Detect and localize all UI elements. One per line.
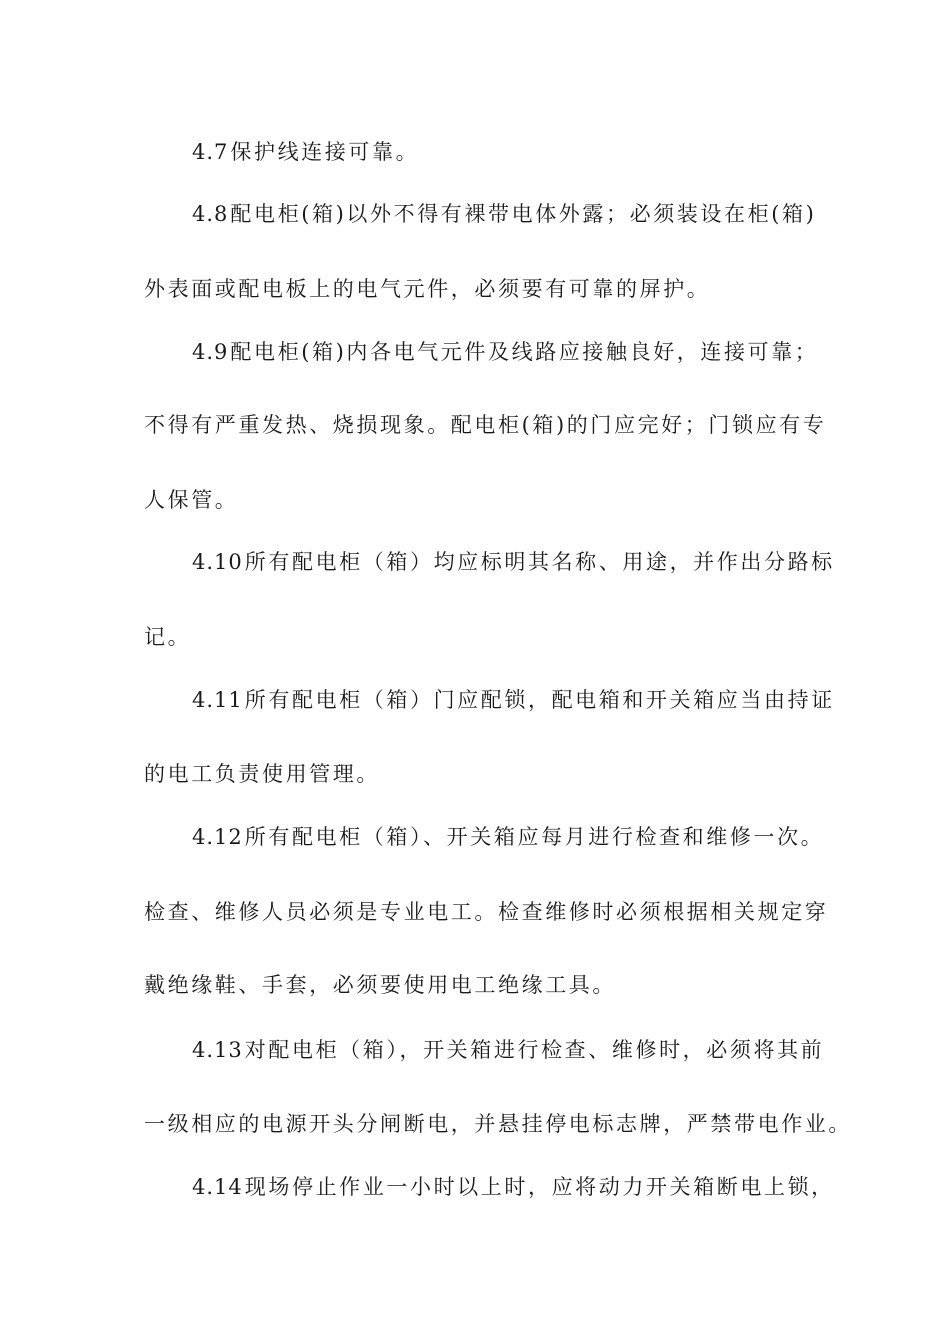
clause-text: 配电柜(箱)以外不得有裸带电体外露；必须装设在柜(箱) [230,202,817,226]
clause-text: 不得有严重发热、烧损现象。配电柜(箱)的门应完好；门锁应有专 [144,413,827,437]
clause-text: 所有配电柜（箱）门应配锁，配电箱和开关箱应当由持证 [244,688,835,712]
clause-4-14-line-1 [192,1173,835,1201]
clause-4-12-line-2 [144,898,829,926]
clause-text: 保护线连接可靠。 [230,140,420,164]
clause-text: 所有配电柜（箱）、开关箱应每月进行检查和维修一次。 [244,825,825,849]
clause-number: 4.10 [192,550,243,574]
clause-number: 4.11 [192,688,243,712]
clause-number: 4.9 [192,340,229,364]
clause-number: 4.7 [192,140,229,164]
clause-number: 4.8 [192,202,229,226]
clause-4-13-line-2 [144,1110,852,1138]
clause-text: 对配电柜（箱），开关箱进行检查、维修时，必须将其前 [244,1038,825,1062]
clause-text: 的电工负责使用管理。 [144,762,380,786]
clause-number: 4.14 [192,1175,243,1199]
clause-text: 所有配电柜（箱）均应标明其名称、用途，并作出分路标 [244,550,835,574]
clause-text: 现场停止作业一小时以上时，应将动力开关箱断电上锁， [244,1175,835,1199]
clause-4-7-line [192,138,814,166]
clause-text: 配电柜(箱)内各电气元件及线路应接触良好，连接可靠； [230,340,819,364]
clause-4-11-line-1 [192,686,835,714]
clause-number: 4.13 [192,1038,243,1062]
clause-4-13-line-1 [192,1036,825,1064]
clause-text: 人保管。 [144,488,239,512]
clause-4-9-line-1 [192,338,819,366]
clause-number: 4.12 [192,825,243,849]
clause-4-8-line-2 [144,275,814,303]
clause-text: 一级相应的电源开头分闸断电，并悬挂停电标志牌，严禁带电作业。 [144,1112,852,1136]
clause-text: 检查、维修人员必须是专业电工。检查维修时必须根据相关规定穿 [144,900,829,924]
clause-4-8-line-1 [192,200,817,228]
clause-4-9-line-2 [144,411,827,439]
clause-4-12-line-1 [192,823,825,851]
clause-4-12-line-3 [144,971,814,999]
clause-text: 记。 [144,625,192,649]
clause-text: 外表面或配电板上的电气元件，必须要有可靠的屏护。 [144,277,711,301]
clause-4-10-line-2 [144,623,814,651]
clause-4-11-line-2 [144,760,814,788]
clause-4-10-line-1 [192,548,835,576]
clause-4-9-line-3 [144,486,814,514]
clause-text: 戴绝缘鞋、手套，必须要使用电工绝缘工具。 [144,973,616,997]
